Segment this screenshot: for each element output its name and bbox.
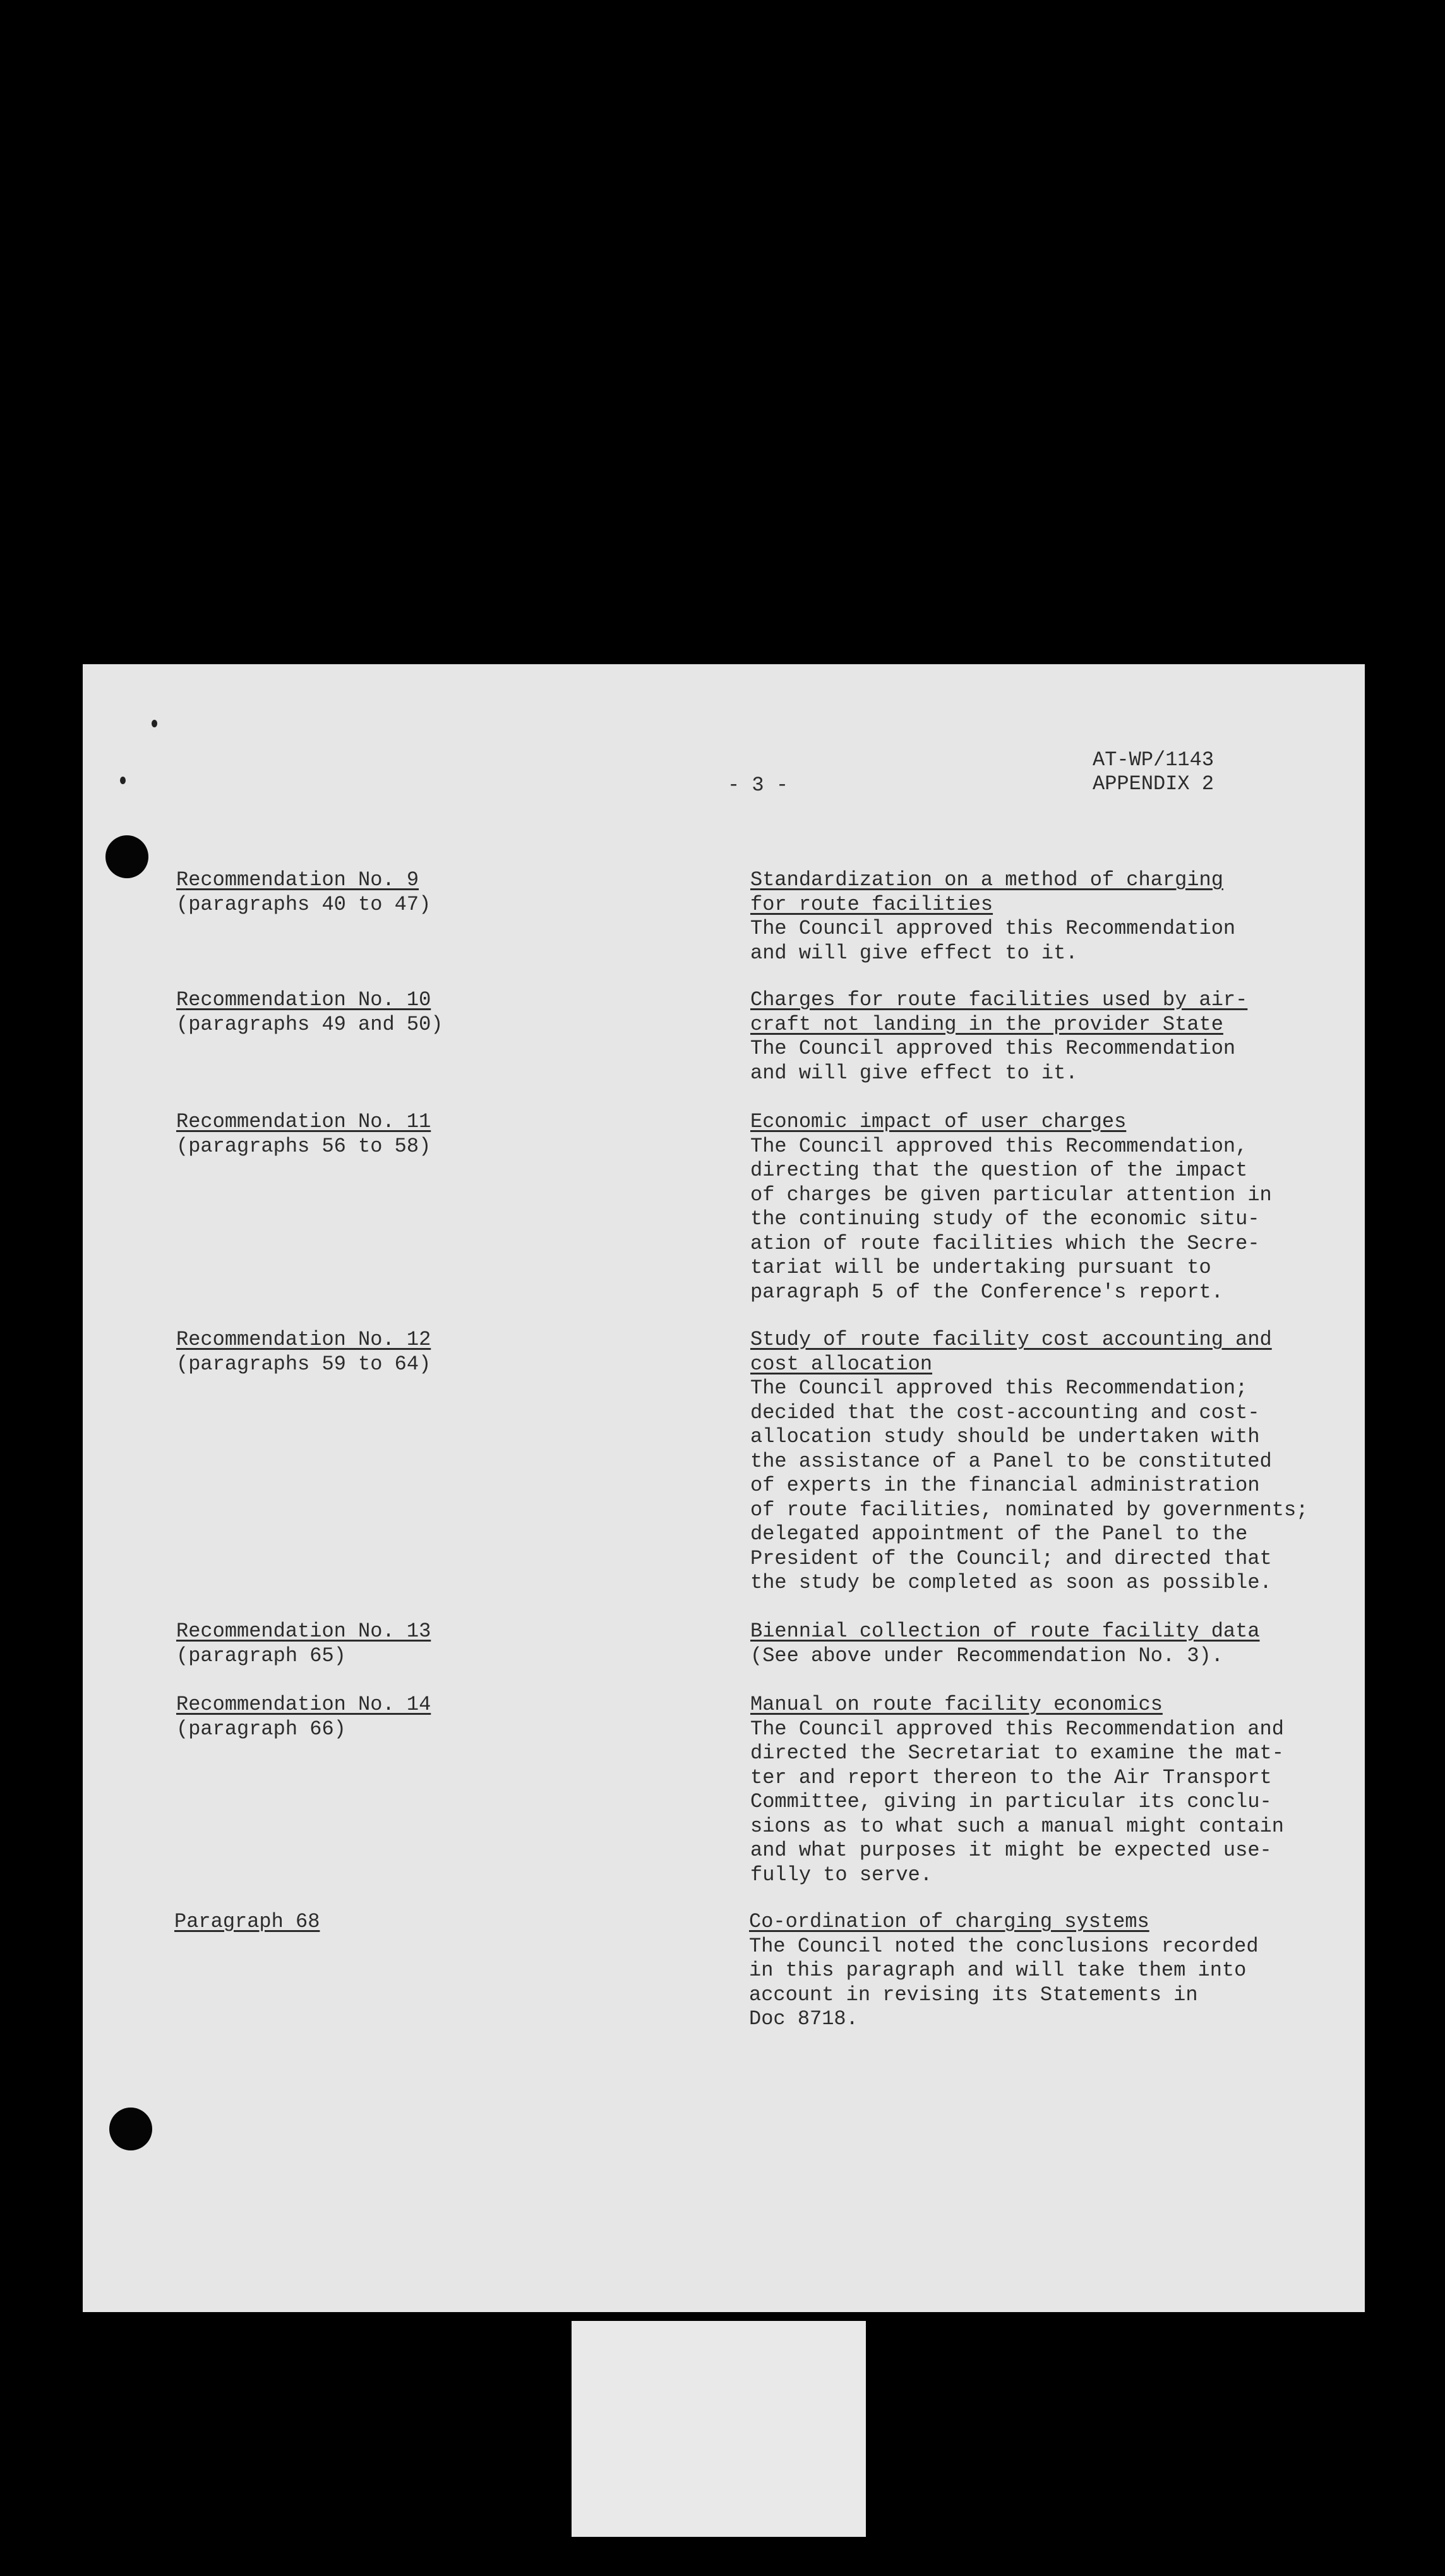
body-line: and will give effect to it. bbox=[750, 1061, 1078, 1085]
body-line: ation of route facilities which the Secre- bbox=[750, 1231, 1260, 1255]
subject-line: Economic impact of user charges bbox=[750, 1110, 1127, 1133]
reference-title: Recommendation No. 10 bbox=[176, 988, 431, 1011]
body-line: tariat will be undertaking pursuant to bbox=[750, 1256, 1211, 1279]
body-line: The Council approved this Recommendation; bbox=[750, 1376, 1248, 1400]
body-line: The Council approved this Recommendation bbox=[750, 917, 1236, 940]
page-number: - 3 - bbox=[728, 773, 789, 797]
body-line: The Council approved this Recommendation and bbox=[750, 1717, 1284, 1741]
reference-paragraphs: (paragraphs 59 to 64) bbox=[176, 1352, 431, 1376]
reference-paragraphs: (paragraph 66) bbox=[176, 1717, 346, 1741]
reference-block bbox=[176, 1619, 431, 1668]
body-line: Committee, giving in particular its conclu- bbox=[750, 1790, 1272, 1813]
subject-block bbox=[750, 1328, 1308, 1595]
body-line: ter and report thereon to the Air Transport bbox=[750, 1765, 1272, 1789]
body-line: the assistance of a Panel to be constituted bbox=[750, 1449, 1272, 1473]
reference-block bbox=[176, 1693, 431, 1741]
subject-block bbox=[750, 868, 1235, 965]
speck-mark bbox=[120, 777, 126, 784]
reference-title: Recommendation No. 14 bbox=[176, 1693, 431, 1716]
subject-line: Charges for route facilities used by air- bbox=[750, 988, 1248, 1011]
body-line: sions as to what such a manual might contain bbox=[750, 1814, 1284, 1838]
body-line: in this paragraph and will take them into bbox=[749, 1959, 1247, 1982]
body-line: Doc 8718. bbox=[749, 2007, 858, 2030]
document-reference: AT-WP/1143 bbox=[1093, 748, 1214, 772]
body-line: and will give effect to it. bbox=[750, 941, 1078, 965]
reference-paragraphs: (paragraph 65) bbox=[176, 1643, 346, 1667]
reference-title: Paragraph 68 bbox=[174, 1910, 320, 1933]
subject-line: Standardization on a method of charging bbox=[750, 868, 1223, 891]
subject-line: Manual on route facility economics bbox=[750, 1693, 1163, 1716]
subject-line: Co-ordination of charging systems bbox=[749, 1910, 1149, 1933]
body-line: decided that the cost-accounting and cost- bbox=[750, 1400, 1260, 1424]
body-line: The Council noted the conclusions recorded bbox=[749, 1934, 1259, 1958]
reference-block bbox=[176, 1328, 431, 1376]
subject-block bbox=[750, 1693, 1284, 1887]
reference-title: Recommendation No. 12 bbox=[176, 1328, 431, 1351]
body-line: the study be completed as soon as possible. bbox=[750, 1571, 1272, 1594]
reference-paragraphs: (paragraphs 49 and 50) bbox=[176, 1012, 443, 1036]
body-line: President of the Council; and directed that bbox=[750, 1546, 1272, 1570]
subject-line: craft not landing in the provider State bbox=[750, 1012, 1223, 1036]
body-line: The Council approved this Recommendation, bbox=[750, 1134, 1248, 1158]
subject-line: for route facilities bbox=[750, 892, 993, 916]
reference-block bbox=[176, 988, 443, 1037]
body-line: account in revising its Statements in bbox=[749, 1983, 1198, 2007]
body-line: delegated appointment of the Panel to the bbox=[750, 1522, 1248, 1546]
subject-line: Study of route facility cost accounting and bbox=[750, 1328, 1272, 1351]
body-line: directed the Secretariat to examine the mat- bbox=[750, 1741, 1284, 1765]
subject-line: cost allocation bbox=[750, 1352, 933, 1376]
body-line: of experts in the financial administration bbox=[750, 1474, 1260, 1497]
reference-title: Recommendation No. 13 bbox=[176, 1619, 431, 1643]
reference-title: Recommendation No. 9 bbox=[176, 868, 419, 891]
reference-title: Recommendation No. 11 bbox=[176, 1110, 431, 1133]
subject-block bbox=[750, 988, 1247, 1085]
reference-block bbox=[174, 1910, 320, 1935]
body-line: (See above under Recommendation No. 3). bbox=[750, 1643, 1223, 1667]
body-line: fully to serve. bbox=[750, 1863, 933, 1887]
body-line: of route facilities, nominated by governments; bbox=[750, 1498, 1309, 1522]
body-line: of charges be given particular attention in bbox=[750, 1183, 1272, 1207]
body-line: directing that the question of the impact bbox=[750, 1159, 1248, 1182]
subject-block bbox=[750, 1619, 1260, 1668]
blank-slip bbox=[572, 2321, 866, 2537]
body-line: paragraph 5 of the Conference's report. bbox=[750, 1280, 1223, 1304]
reference-paragraphs: (paragraphs 56 to 58) bbox=[176, 1134, 431, 1158]
punch-hole-top bbox=[105, 835, 148, 878]
body-line: the continuing study of the economic situ- bbox=[750, 1207, 1260, 1231]
punch-hole-bottom bbox=[109, 2108, 152, 2150]
subject-line: Biennial collection of route facility data bbox=[750, 1619, 1260, 1643]
appendix-label: APPENDIX 2 bbox=[1093, 772, 1214, 796]
speck-mark bbox=[152, 720, 157, 727]
subject-block bbox=[750, 1110, 1272, 1304]
body-line: and what purposes it might be expected use- bbox=[750, 1839, 1272, 1862]
body-line: allocation study should be undertaken with bbox=[750, 1425, 1260, 1448]
subject-block bbox=[749, 1910, 1259, 2032]
body-line: The Council approved this Recommendation bbox=[750, 1037, 1236, 1060]
reference-block bbox=[176, 868, 431, 917]
reference-paragraphs: (paragraphs 40 to 47) bbox=[176, 892, 431, 916]
reference-block bbox=[176, 1110, 431, 1159]
